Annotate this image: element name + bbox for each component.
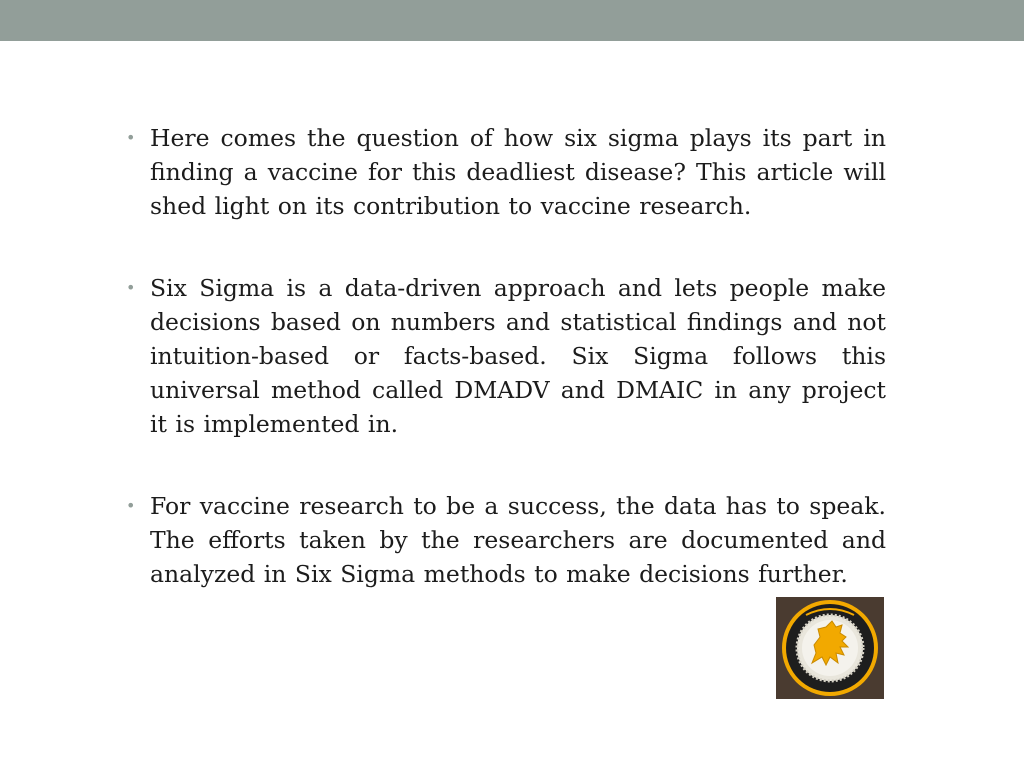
bullet-text: Six Sigma is a data-driven approach and lets people make decisions based on numbers and statistical findings and not intuition-based or facts-based. Six Sigma follows this universal method called DMADV and DMAIC in any project it is implemented in. xyxy=(150,273,886,439)
lion-seal-icon xyxy=(776,597,884,699)
bullet-item xyxy=(126,121,886,224)
bullet-list xyxy=(126,121,886,638)
top-band xyxy=(0,0,1024,41)
bullet-item xyxy=(126,489,886,592)
lion-seal-graphic xyxy=(776,597,884,699)
bullet-item xyxy=(126,271,886,442)
bullet-text: Here comes the question of how six sigma plays its part in finding a vaccine for this deadliest disease? This article will shed light on its contribution to vaccine research. xyxy=(150,124,886,221)
bullet-text: For vaccine research to be a success, the data has to speak. The efforts taken by the researchers are documented and analyzed in Six Sigma methods to make decisions further. xyxy=(150,491,886,589)
bullet-dot-icon: • xyxy=(126,128,136,147)
bullet-dot-icon: • xyxy=(126,277,136,297)
bullet-dot-icon: • xyxy=(126,495,136,515)
